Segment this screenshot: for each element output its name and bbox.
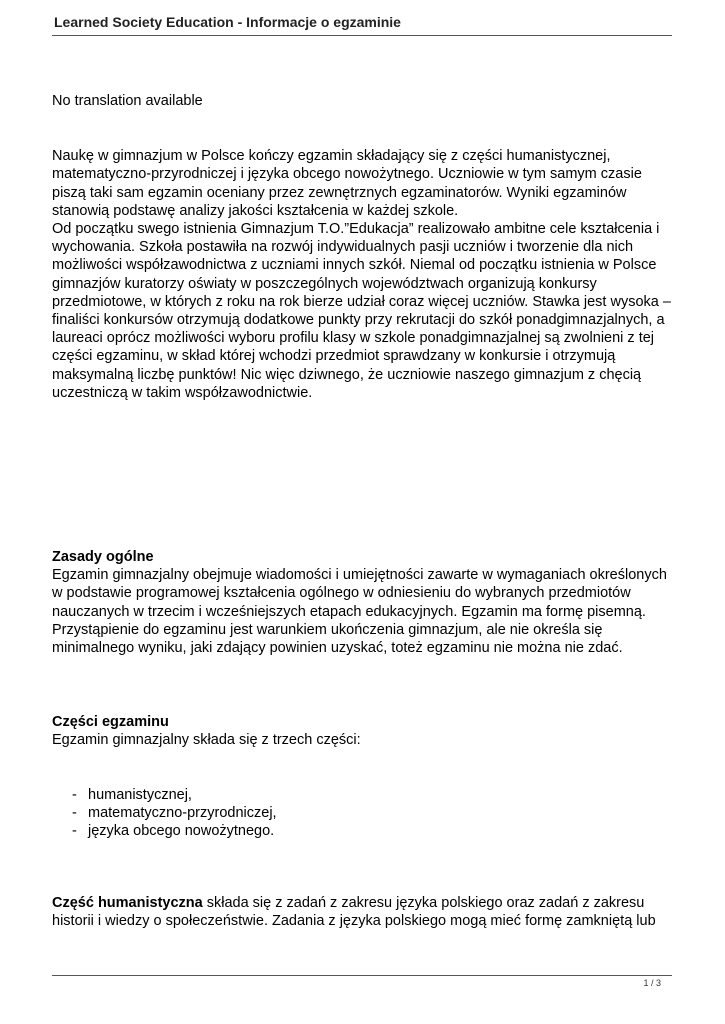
intro-paragraph-2: Od początku swego istnienia Gimnazjum T.O.”Edukacja” realizowało ambitne cele kształcenia i wychowania. Szkoła postawiła na rozwój indywidualnych pasji uczniów i tworzenie dla nich możliwości współzawodnictwa z uczniami innych szkół. Niemal od początku istnienia w Polsce gimnazjów kuratorzy oświaty w poszczególnych województwach organizują konkursy przedmiotowe, w których z roku na rok bierze udział coraz więcej uczniów. Stawka jest wysoka – finaliści konkursów otrzymują dodatkowe punkty przy rekrutacji do szkół ponadgimnazjalnych, a laureaci oprócz możliwości wyboru profilu klasy w szkole ponadgimnazjalnej są zwolnieni z tej części egzaminu, w skład której wchodzi przedmiot sprawdzany w konkursie i otrzymują maksymalną liczbę punktów! Nic więc dziwnego, że uczniowie naszego gimnazjum z chęcią uczestniczą w takim współzawodnictwie.: [52, 221, 671, 401]
document-header-title: Learned Society Education - Informacje o egzaminie: [54, 14, 401, 30]
general-rules-heading: Zasady ogólne: [52, 549, 154, 565]
list-item: [52, 804, 676, 822]
exam-parts-heading: Części egzaminu: [52, 714, 169, 730]
document-body: [52, 92, 676, 930]
list-item: [52, 786, 676, 804]
header-divider: [52, 35, 672, 36]
intro-paragraph-1: Naukę w gimnazjum w Polsce kończy egzamin składający się z części humanistycznej, matematyczno-przyrodniczej i języka obcego nowożytnego. Uczniowie w tym samym czasie piszą taki sam egzamin oceniany przez zewnętrznych egzaminatorów. Wyniki egzaminów stanowią podstawę analizy jakości kształcenia w każdej szkole.: [52, 148, 642, 219]
list-item: [52, 822, 676, 840]
humanities-part-heading: Część humanistyczna: [52, 895, 203, 911]
humanities-part-paragraph: [52, 894, 676, 930]
section-exam-parts: [52, 713, 676, 749]
no-translation-notice: No translation available: [52, 93, 203, 109]
list-dash: -: [72, 823, 77, 840]
page-number: 1 / 3: [643, 978, 661, 988]
exam-parts-list: [52, 786, 676, 841]
footer-divider: [52, 975, 672, 976]
list-item-label: matematyczno-przyrodniczej,: [88, 805, 277, 822]
list-item-label: humanistycznej,: [88, 787, 192, 803]
list-dash: -: [72, 805, 77, 822]
section-general-rules: [52, 548, 676, 657]
list-item-label: języka obcego nowożytnego.: [88, 823, 275, 840]
humanities-part-text: składa się z zadań z zakresu języka polskiego oraz zadań z zakresu historii i wiedzy o społeczeństwie. Zadania z języka polskiego mogą mieć formę zamkniętą lub: [52, 895, 656, 930]
list-dash: -: [72, 787, 77, 803]
general-rules-text: Egzamin gimnazjalny obejmuje wiadomości i umiejętności zawarte w wymaganiach określonych w podstawie programowej kształcenia ogólnego w odniesieniu do wybranych przedmiotów nauczanych w trzecim i wcześniejszych etapach edukacyjnych. Egzamin ma formę pisemną. Przystąpienie do egzaminu jest warunkiem ukończenia gimnazjum, ale nie określa się minimalnego wyniku, jaki zdający powinien uzyskać, toteż egzaminu nie można nie zdać.: [52, 567, 667, 657]
exam-parts-text: Egzamin gimnazjalny składa się z trzech części:: [52, 732, 361, 749]
